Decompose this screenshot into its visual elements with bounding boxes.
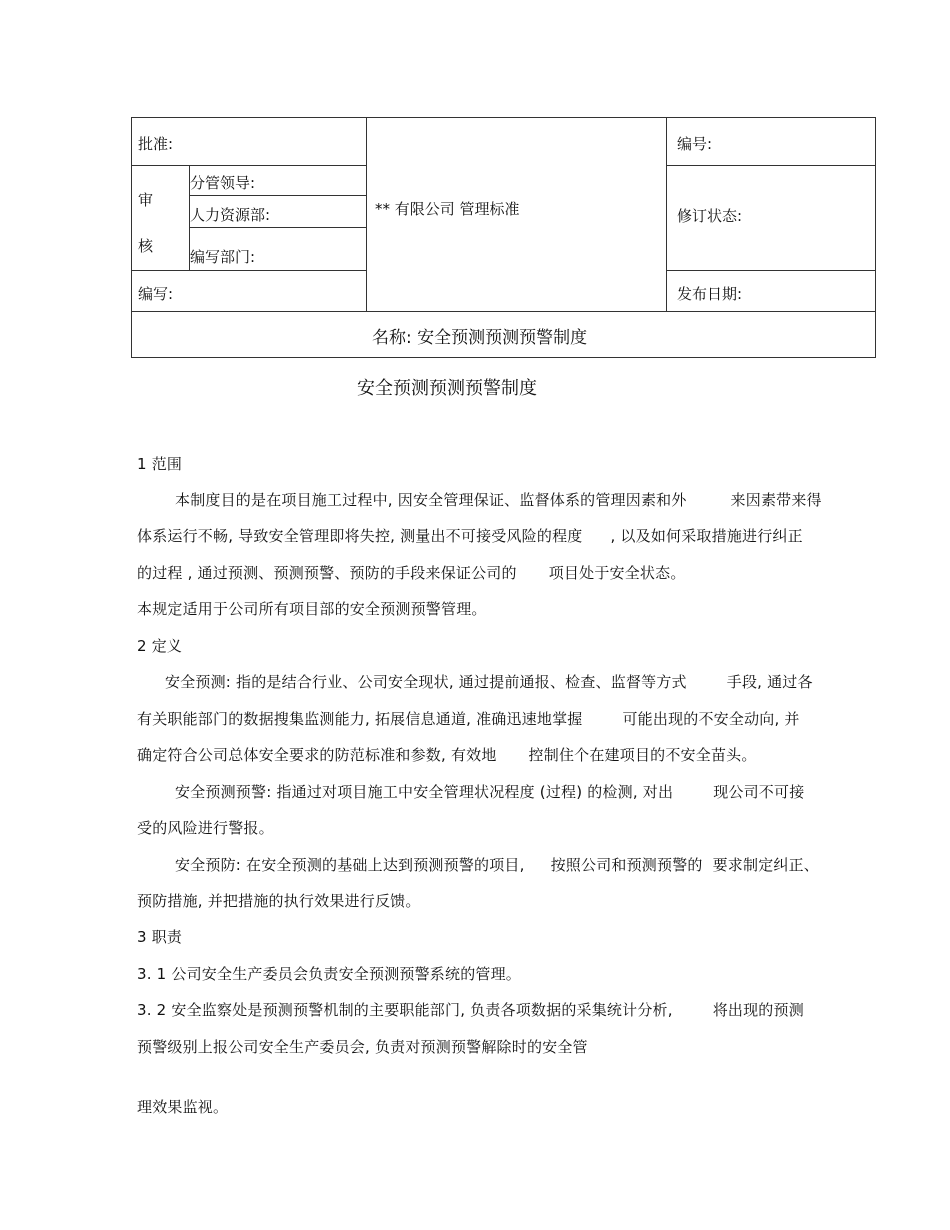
table-border-bottom (131, 357, 876, 358)
paragraph-line (137, 999, 804, 1020)
text-segment: 手段, 通过各 (726, 673, 813, 691)
text-segment: 有关职能部门的数据搜集监测能力, 拓展信息通道, 准确迅速地掌握 (137, 710, 583, 728)
table-line (189, 195, 367, 196)
table-line (131, 270, 367, 271)
section-2-heading: 2 定义 (137, 637, 183, 655)
publish-date-label: 发布日期: (677, 285, 743, 303)
text-segment: 现公司不可接 (713, 783, 805, 801)
review-label-top: 审 (138, 191, 154, 209)
review-row-leader: 分管领导: (190, 174, 256, 192)
text-segment: 的过程 , 通过预测、预测预警、预防的手段来保证公司的 (137, 564, 517, 582)
paragraph-line (165, 671, 813, 692)
text-segment: 要求制定纠正、 (712, 856, 820, 874)
table-line (189, 227, 367, 228)
text-segment: 3. 2 安全监察处是预测预警机制的主要职能部门, 负责各项数据的采集统计分析, (137, 1001, 673, 1019)
paragraph-line: 本规定适用于公司所有项目部的安全预测预警管理。 (137, 600, 487, 618)
table-line (131, 311, 876, 312)
paragraph-line (175, 781, 804, 802)
table-border-right (875, 117, 876, 358)
text-segment: 体系运行不畅, 导致安全管理即将失控, 测量出不可接受风险的程度 (137, 527, 583, 545)
section-1-heading: 1 范围 (137, 455, 183, 473)
text-segment: 来因素带来得 (730, 491, 822, 509)
paragraph-line (137, 525, 803, 546)
text-segment: 安全预测预警: 指通过对项目施工中安全管理状况程度 (过程) 的检测, 对出 (175, 783, 674, 801)
table-line (666, 270, 876, 271)
text-segment: 将出现的预测 (712, 1001, 804, 1019)
paragraph-line: 预防措施, 并把措施的执行效果进行反馈。 (137, 892, 421, 910)
table-border-left (131, 117, 132, 358)
paragraph-line (175, 489, 822, 510)
text-segment: , 以及如何采取措施进行纠正 (610, 527, 803, 545)
text-segment: 确定符合公司总体安全要求的防范标准和参数, 有效地 (137, 746, 497, 764)
paragraph-line: 理效果监视。 (137, 1098, 229, 1116)
table-line (366, 117, 367, 311)
paragraph-line (175, 854, 819, 875)
text-segment: 安全预防: 在安全预测的基础上达到预测预警的项目, (175, 856, 525, 874)
paragraph-line: 3. 1 公司安全生产委员会负责安全预测预警系统的管理。 (137, 965, 521, 983)
header-table (131, 117, 876, 358)
writer-label: 编写: (138, 285, 174, 303)
review-row-hr: 人力资源部: (190, 206, 271, 224)
review-label-bottom: 核 (138, 237, 154, 255)
number-label: 编号: (677, 135, 713, 153)
paragraph-line (137, 708, 800, 729)
table-border-top (131, 117, 876, 118)
table-line (666, 165, 876, 166)
table-line (131, 165, 367, 166)
review-row-dept: 编写部门: (190, 248, 256, 266)
table-line (666, 117, 667, 311)
section-3-heading: 3 职责 (137, 928, 183, 946)
text-segment: 按照公司和预测预警的 (550, 856, 703, 874)
document-title: 安全预测预测预警制度 (357, 378, 537, 399)
text-segment: 安全预测: 指的是结合行业、公司安全现状, 通过提前通报、检查、监督等方式 (165, 673, 687, 691)
text-segment: 本制度目的是在项目施工过程中, 因安全管理保证、监督体系的管理因素和外 (175, 491, 687, 509)
paragraph-line (137, 744, 757, 765)
text-segment: 控制住个在建项目的不安全苗头。 (528, 746, 757, 764)
document-name-row: 名称: 安全预测预测预警制度 (372, 328, 588, 348)
company-standard: ** 有限公司 管理标准 (375, 200, 520, 218)
text-segment: 项目处于安全状态。 (548, 564, 686, 582)
paragraph-line: 预警级别上报公司安全生产委员会, 负责对预测预警解除时的安全管 (137, 1038, 588, 1056)
approve-label: 批准: (138, 135, 174, 153)
text-segment: 可能出现的不安全动向, 并 (622, 710, 800, 728)
revision-label: 修订状态: (677, 207, 743, 225)
paragraph-line (137, 562, 686, 583)
paragraph-line: 受的风险进行警报。 (137, 819, 274, 837)
